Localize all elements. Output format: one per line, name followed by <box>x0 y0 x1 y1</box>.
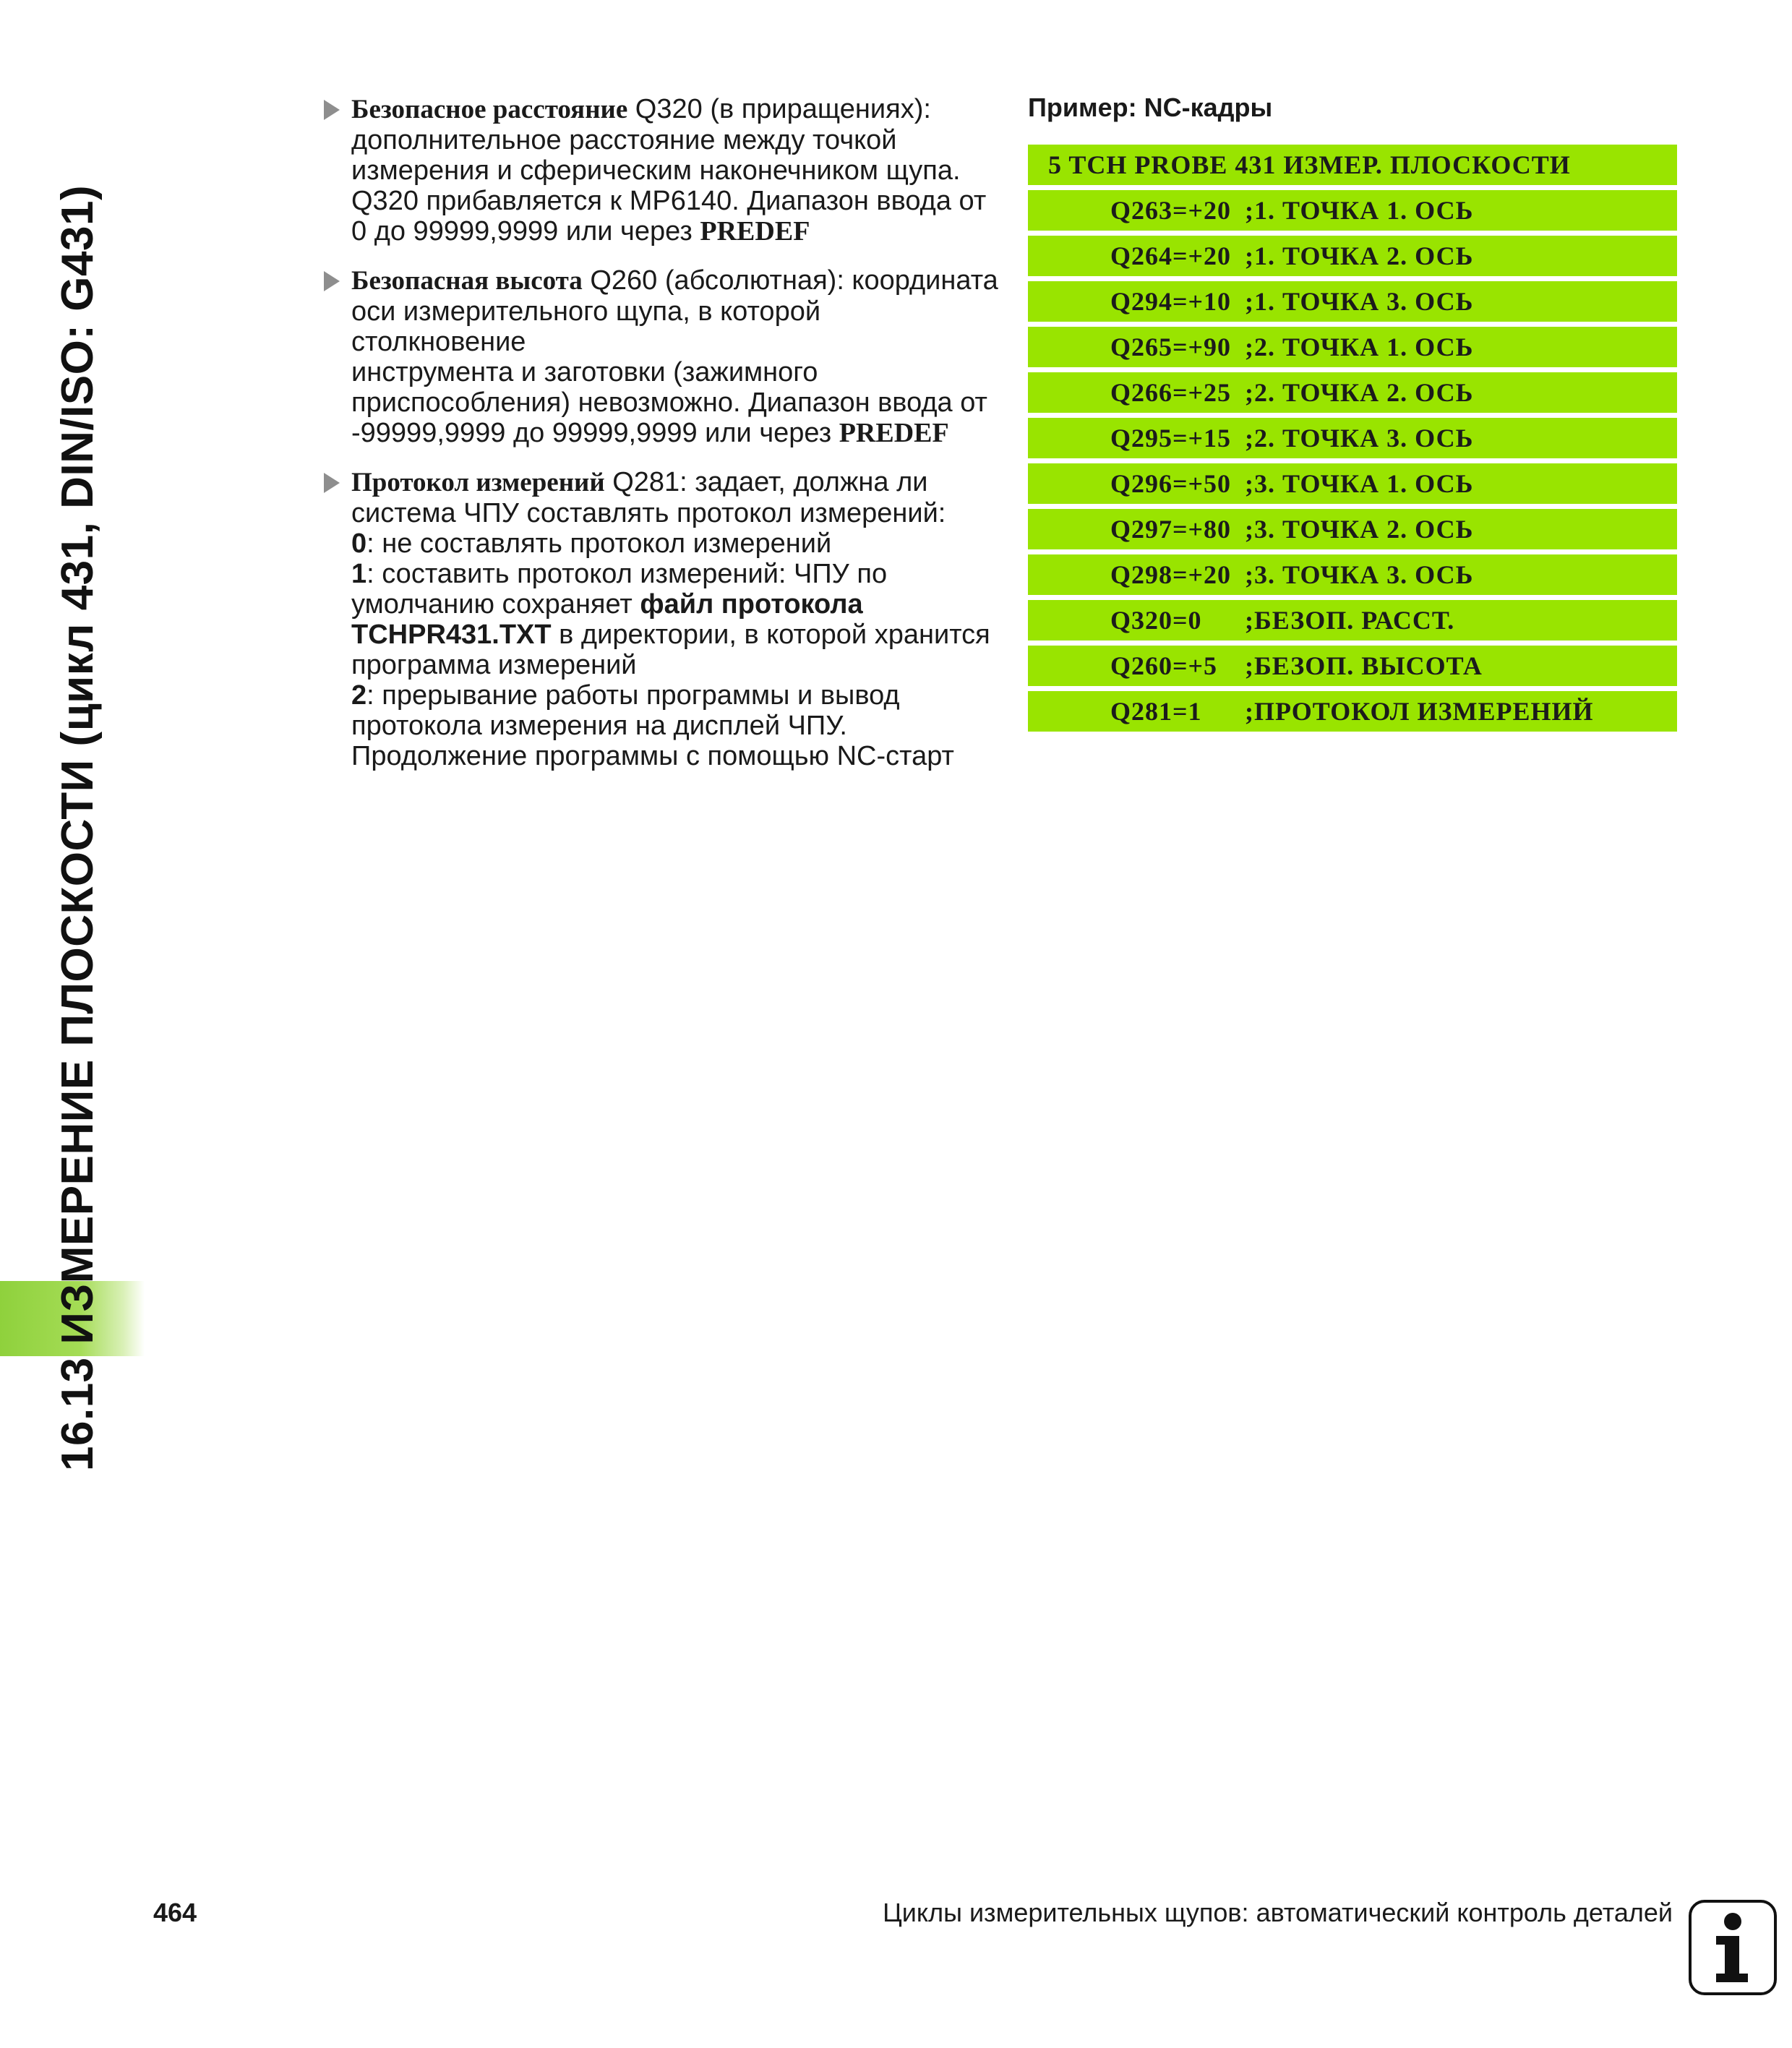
nc-comment: ;3. ТОЧКА 3. ОСЬ <box>1245 560 1474 589</box>
nc-row-cycle-call: 5 TCH PROBE 431 ИЗМЕР. ПЛОСКОСТИ <box>1028 145 1677 185</box>
nc-row <box>1028 190 1677 231</box>
nc-row <box>1028 327 1677 367</box>
param-text-line: Продолжение программы с помощью NC-старт <box>351 741 954 771</box>
option-1: 1: составить протокол измерений: ЧПУ по <box>351 559 888 589</box>
info-glyph <box>1692 1903 1774 1992</box>
nc-q-parameter: Q263=+20 <box>1110 196 1232 225</box>
nc-q-parameter: Q320=0 <box>1110 606 1202 635</box>
parameter-list <box>324 94 1000 790</box>
nc-comment: ;3. ТОЧКА 1. ОСЬ <box>1245 469 1474 498</box>
nc-code-block <box>1028 145 1677 737</box>
triangle-bullet-icon <box>324 473 340 493</box>
nc-q-parameter: Q295=+15 <box>1110 424 1232 453</box>
nc-comment: ;2. ТОЧКА 3. ОСЬ <box>1245 424 1474 453</box>
nc-q-parameter: Q265=+90 <box>1110 333 1232 361</box>
nc-row <box>1028 646 1677 686</box>
param-text-line: TCHPR431.TXT в директории, в которой хранится <box>351 620 990 650</box>
nc-comment: ;3. ТОЧКА 2. ОСЬ <box>1245 515 1474 544</box>
nc-comment: ;2. ТОЧКА 2. ОСЬ <box>1245 378 1474 407</box>
nc-row <box>1028 600 1677 640</box>
nc-row <box>1028 281 1677 322</box>
nc-q-parameter: Q264=+20 <box>1110 241 1232 270</box>
param-safety-distance <box>324 94 1000 247</box>
page-number: 464 <box>153 1898 197 1927</box>
nc-row <box>1028 372 1677 413</box>
nc-q-parameter: Q296=+50 <box>1110 469 1232 498</box>
section-title: 16.13 ИЗМЕРЕНИЕ ПЛОСКОСТИ (цикл 431, DIN/ISO: G431) <box>53 184 103 1471</box>
nc-row <box>1028 691 1677 732</box>
param-text-line: умолчанию сохраняет файл протокола <box>351 589 863 620</box>
predef-keyword: PREDEF <box>700 216 810 247</box>
nc-row <box>1028 554 1677 595</box>
param-text-line: дополнительное расстояние между точкой <box>351 125 897 155</box>
param-text-line: оси измерительного щупа, в которой столкновение <box>351 296 821 357</box>
nc-comment: ;БЕЗОП. РАССТ. <box>1245 606 1455 635</box>
param-name: Протокол измерений <box>351 468 605 497</box>
param-name: Безопасная высота <box>351 266 583 296</box>
nc-comment: ;ПРОТОКОЛ ИЗМЕРЕНИЙ <box>1245 697 1594 726</box>
triangle-bullet-icon <box>324 100 340 120</box>
param-first-line: Безопасная высота Q260 (абсолютная): координата <box>351 265 998 296</box>
param-text-line: 0 до 99999,9999 или через PREDEF <box>351 216 810 247</box>
option-2: 2: прерывание работы программы и вывод <box>351 680 900 711</box>
chapter-title: Циклы измерительных щупов: автоматический контроль деталей <box>883 1898 1673 1927</box>
nc-q-parameter: Q260=+5 <box>1110 651 1218 680</box>
nc-q-parameter: Q294=+10 <box>1110 287 1232 316</box>
param-text-line: измерения и сферическим наконечником щупа. <box>351 155 961 186</box>
option-0: 0: не составлять протокол измерений <box>351 528 832 559</box>
nc-row <box>1028 418 1677 458</box>
nc-q-parameter: Q281=1 <box>1110 697 1202 726</box>
param-first-line: Безопасное расстояние Q320 (в приращениях): <box>351 94 931 124</box>
nc-q-parameter: Q298=+20 <box>1110 560 1232 589</box>
param-safety-height <box>324 265 1000 448</box>
nc-comment: ;1. ТОЧКА 1. ОСЬ <box>1245 196 1474 225</box>
triangle-bullet-icon <box>324 271 340 291</box>
param-name: Безопасное расстояние <box>351 95 628 124</box>
nc-row <box>1028 509 1677 549</box>
info-icon <box>1689 1900 1777 1995</box>
param-text-line: система ЧПУ составлять протокол измерений: <box>351 498 946 528</box>
param-text-line: программа измерений <box>351 650 637 680</box>
nc-q-parameter: Q297=+80 <box>1110 515 1232 544</box>
nc-row <box>1028 236 1677 276</box>
param-measurement-log <box>324 467 1000 771</box>
param-text-line: инструмента и заготовки (зажимного <box>351 357 818 387</box>
param-text-line: -99999,9999 до 99999,9999 или через PREDEF <box>351 418 949 448</box>
param-text-line: протокола измерения на дисплей ЧПУ. <box>351 711 847 741</box>
example-heading: Пример: NC-кадры <box>1028 93 1273 122</box>
param-text-line: приспособления) невозможно. Диапазон ввода от <box>351 387 987 418</box>
nc-comment: ;1. ТОЧКА 2. ОСЬ <box>1245 241 1474 270</box>
param-text-line: Q320 прибавляется к MP6140. Диапазон ввода от <box>351 186 987 216</box>
nc-row <box>1028 463 1677 504</box>
nc-comment: ;2. ТОЧКА 1. ОСЬ <box>1245 333 1474 361</box>
nc-q-parameter: Q266=+25 <box>1110 378 1232 407</box>
nc-comment: ;БЕЗОП. ВЫСОТА <box>1245 651 1483 680</box>
nc-comment: ;1. ТОЧКА 3. ОСЬ <box>1245 287 1474 316</box>
param-first-line: Протокол измерений Q281: задает, должна ли <box>351 467 928 497</box>
predef-keyword: PREDEF <box>839 418 949 448</box>
log-file-name: TCHPR431.TXT <box>351 620 552 650</box>
